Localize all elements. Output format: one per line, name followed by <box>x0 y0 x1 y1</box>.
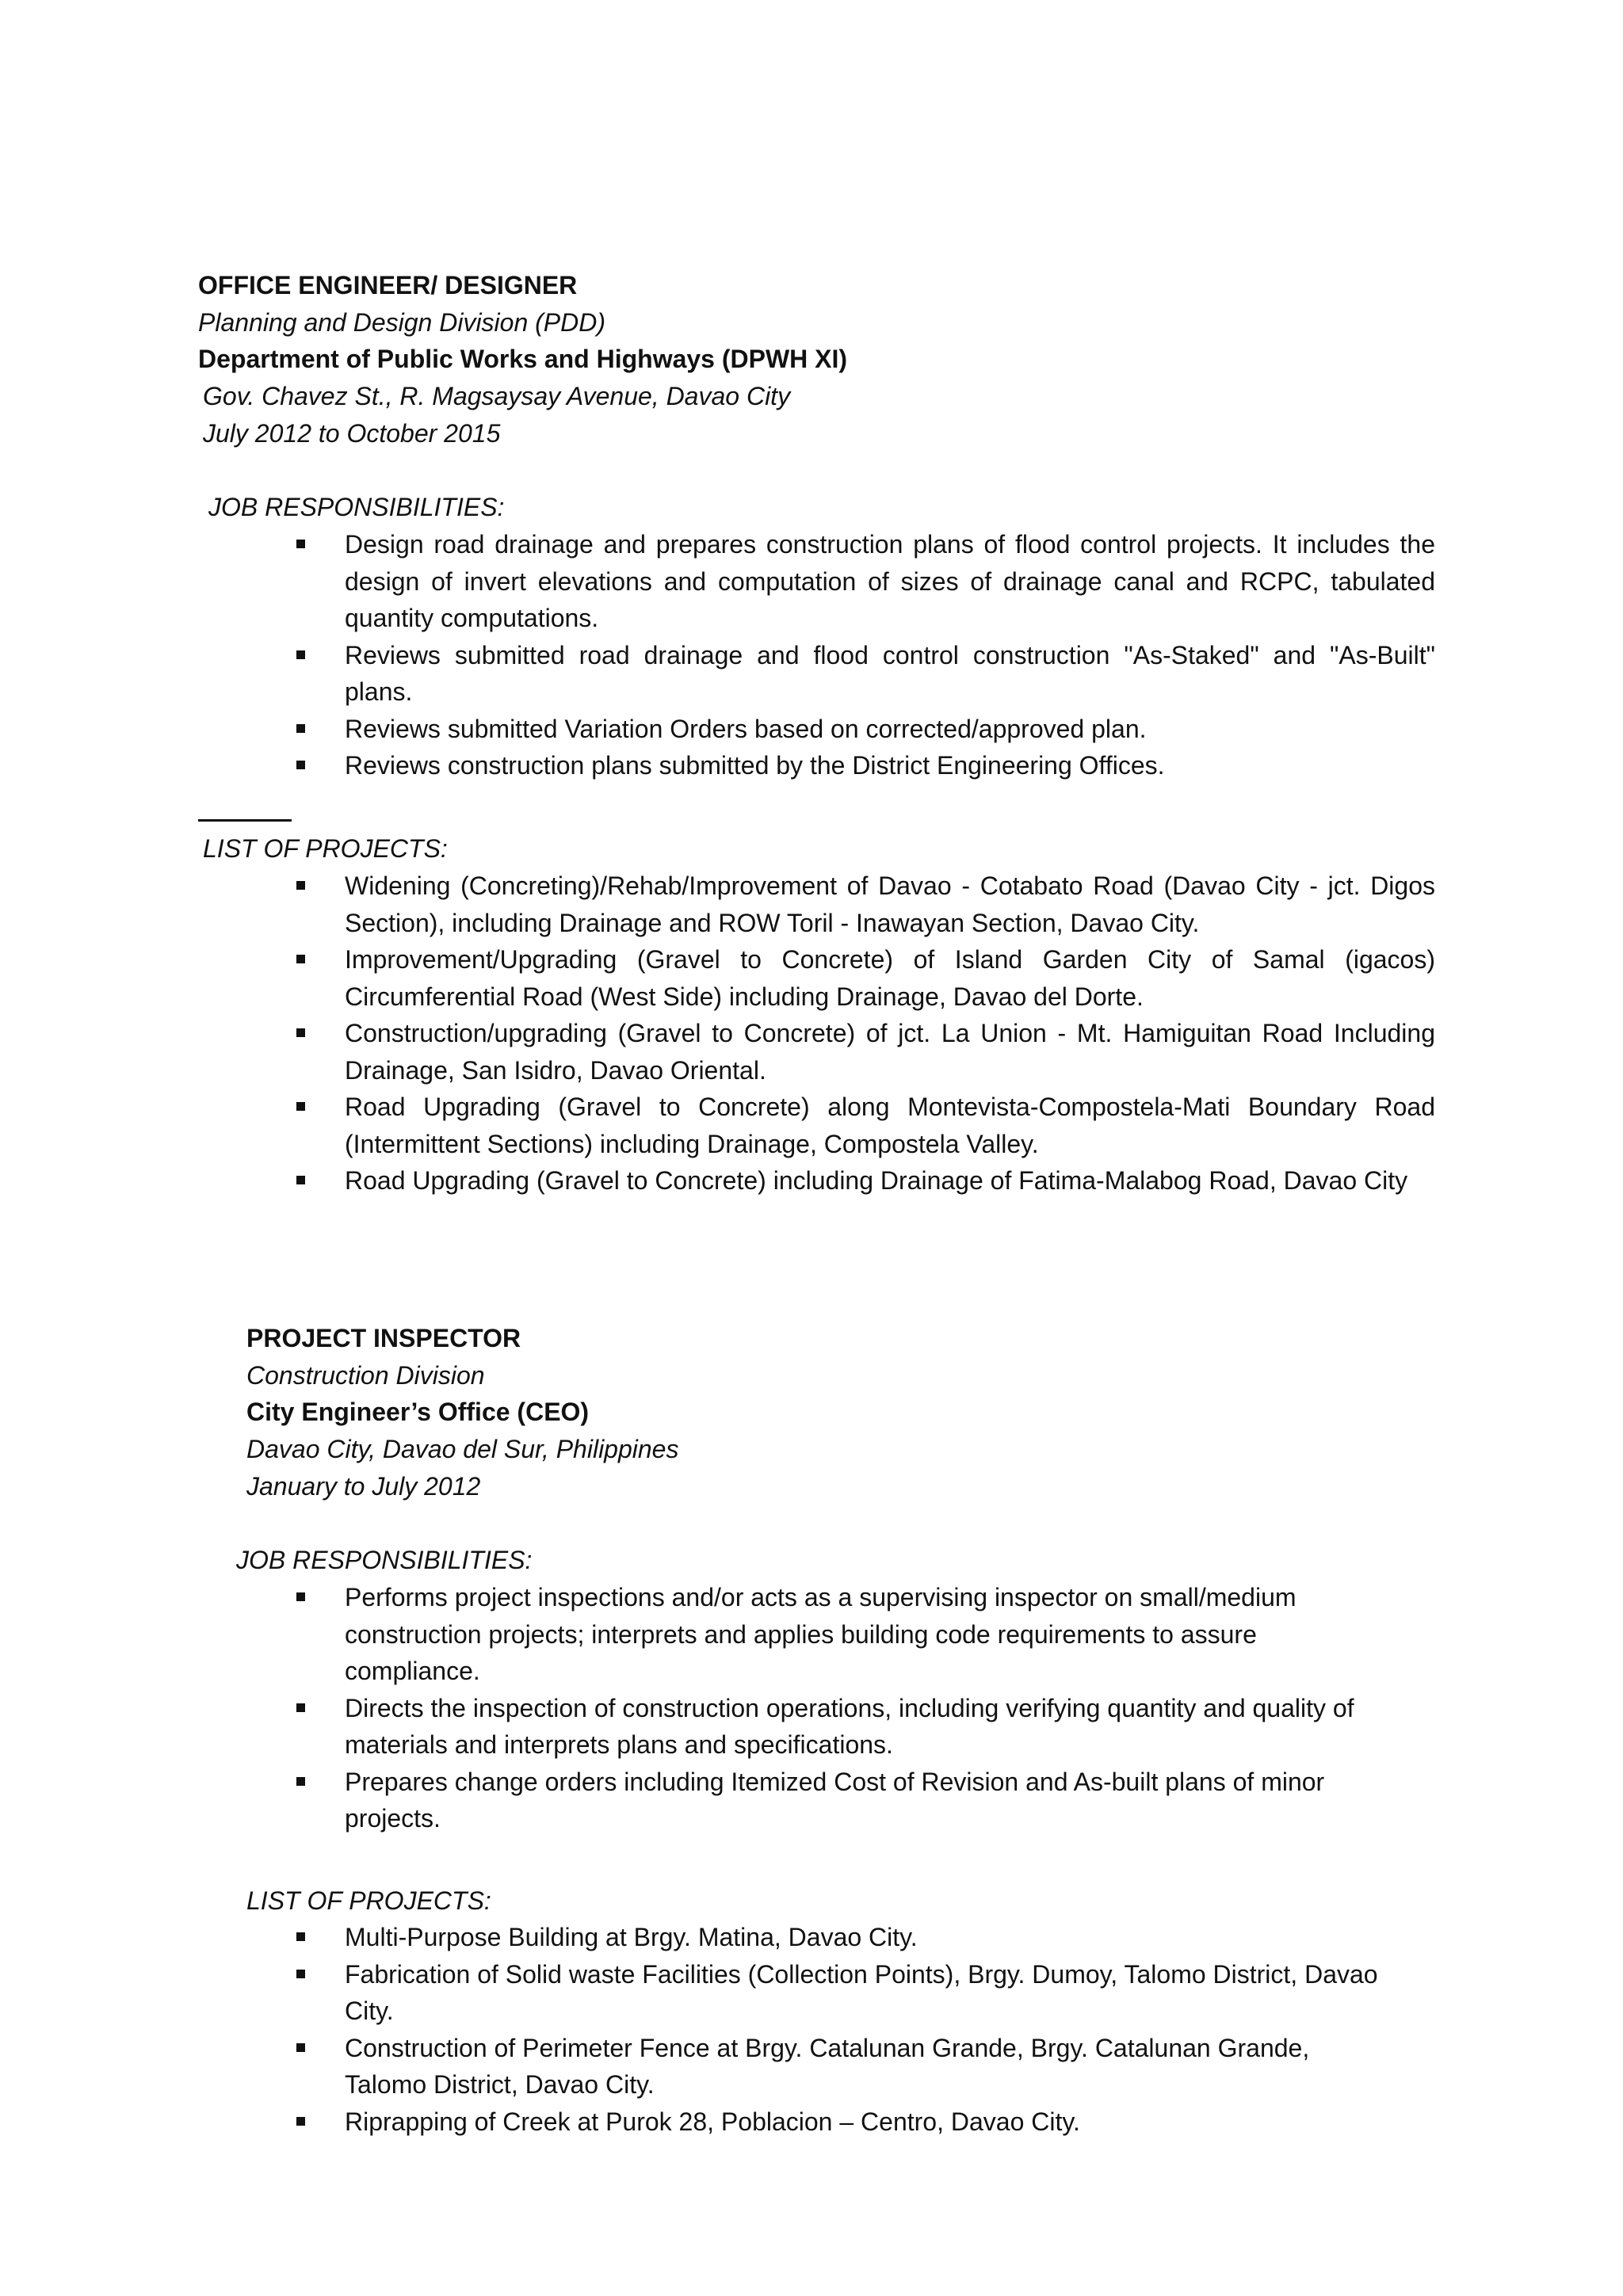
job1-title: OFFICE ENGINEER/ DESIGNER <box>198 271 578 299</box>
job2-employer: City Engineer’s Office (CEO) <box>246 1398 590 1426</box>
list-item: Improvement/Upgrading (Gravel to Concrete) of Island Garden City of Samal (igacos) Circumferential Road (West Side) including Drainage, Davao del Dorte. <box>293 941 1435 1015</box>
list-item: Widening (Concreting)/Rehab/Improvement of Davao - Cotabato Road (Davao City - jct. Digos Section), including Drainage and ROW Toril - Inawayan Section, Davao City. <box>293 868 1435 941</box>
job1-projects-heading: LIST OF PROJECTS: <box>203 834 448 863</box>
job1-responsibilities-list <box>293 526 1435 784</box>
job2-address: Davao City, Davao del Sur, Philippines <box>246 1435 679 1463</box>
square-bullet-icon <box>296 650 305 659</box>
square-bullet-icon <box>296 881 305 890</box>
job2-responsibilities-list <box>293 1579 1395 1837</box>
square-bullet-icon <box>296 761 305 769</box>
job1-division: Planning and Design Division (PDD) <box>198 308 606 337</box>
square-bullet-icon <box>296 1028 305 1037</box>
job1-dates: July 2012 to October 2015 <box>203 419 501 448</box>
list-item: Reviews submitted road drainage and flood control construction "As-Staked" and "As-Built" plans. <box>293 637 1435 711</box>
list-item: Riprapping of Creek at Purok 28, Poblacion – Centro, Davao City. <box>293 2103 1395 2141</box>
square-bullet-icon <box>296 2117 305 2126</box>
job1-projects-list <box>293 868 1435 1199</box>
job2-responsibilities-heading: JOB RESPONSIBILITIES: <box>236 1546 533 1574</box>
list-item: Reviews construction plans submitted by the District Engineering Offices. <box>293 747 1435 784</box>
job1-employer: Department of Public Works and Highways (DPWH XI) <box>198 345 848 373</box>
list-item: Multi-Purpose Building at Brgy. Matina, Davao City. <box>293 1919 1395 1956</box>
job2-dates: January to July 2012 <box>246 1472 481 1501</box>
list-item: Performs project inspections and/or acts as a supervising inspector on small/medium construction projects; interprets and applies building code requirements to assure compliance. <box>293 1579 1395 1690</box>
square-bullet-icon <box>296 724 305 733</box>
job2-projects-heading: LIST OF PROJECTS: <box>246 1886 491 1915</box>
list-item: Fabrication of Solid waste Facilities (Collection Points), Brgy. Dumoy, Talomo District, Davao City. <box>293 1956 1395 2030</box>
square-bullet-icon <box>296 1777 305 1786</box>
square-bullet-icon <box>296 1703 305 1712</box>
square-bullet-icon <box>296 955 305 963</box>
square-bullet-icon <box>296 1970 305 1978</box>
square-bullet-icon <box>296 540 305 548</box>
list-item: Construction of Perimeter Fence at Brgy. Catalunan Grande, Brgy. Catalunan Grande, Talomo District, Davao City. <box>293 2030 1395 2103</box>
list-item: Design road drainage and prepares construction plans of flood control projects. It includes the design of invert elevations and computation of sizes of drainage canal and RCPC, tabulated quantity computations. <box>293 526 1435 637</box>
job2-division: Construction Division <box>246 1361 485 1390</box>
list-item: Road Upgrading (Gravel to Concrete) including Drainage of Fatima-Malabog Road, Davao City <box>293 1162 1435 1199</box>
square-bullet-icon <box>296 2043 305 2052</box>
list-item: Construction/upgrading (Gravel to Concrete) of jct. La Union - Mt. Hamiguitan Road Including Drainage, San Isidro, Davao Oriental. <box>293 1015 1435 1089</box>
job1-address: Gov. Chavez St., R. Magsaysay Avenue, Davao City <box>203 382 791 410</box>
job2-title: PROJECT INSPECTOR <box>246 1324 521 1352</box>
list-item: Prepares change orders including Itemized Cost of Revision and As-built plans of minor projects. <box>293 1764 1395 1837</box>
job1-responsibilities-heading: JOB RESPONSIBILITIES: <box>208 493 505 521</box>
square-bullet-icon <box>296 1932 305 1941</box>
list-item: Reviews submitted Variation Orders based on corrected/approved plan. <box>293 711 1435 748</box>
list-item: Directs the inspection of construction operations, including verifying quantity and quality of materials and interprets plans and specifications. <box>293 1690 1395 1764</box>
square-bullet-icon <box>296 1102 305 1111</box>
square-bullet-icon <box>296 1592 305 1601</box>
square-bullet-icon <box>296 1176 305 1184</box>
job2-projects-list <box>293 1919 1395 2140</box>
divider <box>198 819 292 822</box>
list-item: Road Upgrading (Gravel to Concrete) along Montevista-Compostela-Mati Boundary Road (Intermittent Sections) including Drainage, Compostela Valley. <box>293 1089 1435 1162</box>
